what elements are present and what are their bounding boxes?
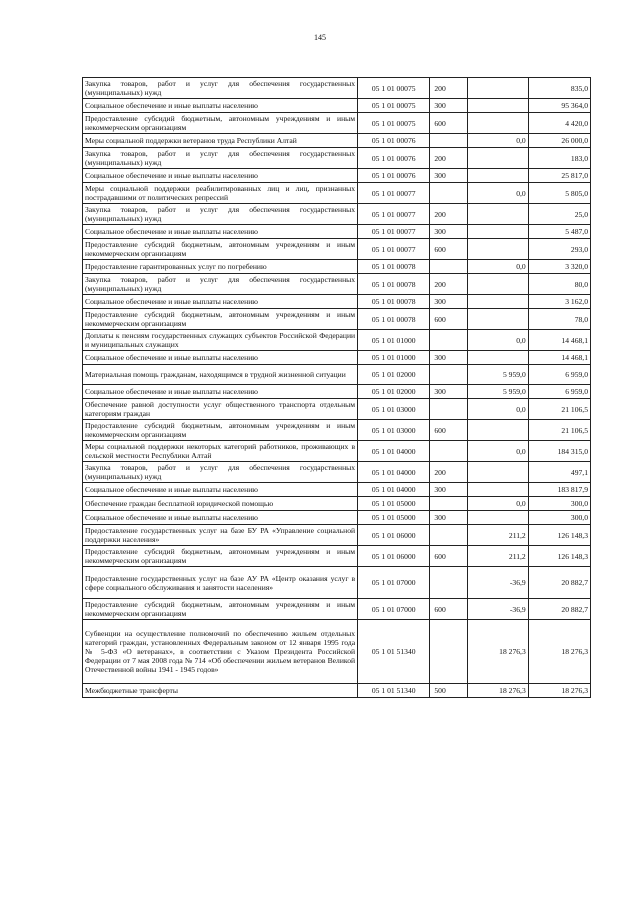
table-row (83, 420, 591, 441)
row-name-cell: Субвенции на осуществление полномочий по обеспечению жильем отдельных категорий граждан, установленных Федеральным законом от 12 января 1995 года № 5-ФЗ «О ветеранах», в соответствии с Указом Президента Российской Федерации от 7 мая 2008 года № 714 «Об обеспечении жильем ветеранов Великой Отечественной войны 1941 - 1945 годов» (83, 620, 358, 684)
row-amount-change-cell: -36,9 (467, 567, 528, 599)
table-row (83, 525, 591, 546)
row-kind-cell: 300 (430, 511, 467, 525)
row-kind-cell: 200 (430, 204, 467, 225)
row-code-cell: 05 1 01 04000 (358, 462, 430, 483)
row-code-cell: 05 1 01 00078 (358, 274, 430, 295)
row-code-cell: 05 1 01 05000 (358, 511, 430, 525)
table-row (83, 351, 591, 365)
row-kind-cell (430, 567, 467, 599)
row-kind-cell: 200 (430, 462, 467, 483)
row-code-cell: 05 1 01 00077 (358, 183, 430, 204)
budget-table (82, 77, 591, 698)
row-code-cell: 05 1 01 00077 (358, 204, 430, 225)
row-amount-change-cell: 0,0 (467, 441, 528, 462)
row-code-cell: 05 1 01 00076 (358, 148, 430, 169)
table-row (83, 546, 591, 567)
row-code-cell: 05 1 01 07000 (358, 567, 430, 599)
row-kind-cell (430, 497, 467, 511)
row-code-cell: 05 1 01 06000 (358, 546, 430, 567)
table-row (83, 385, 591, 399)
table-row (83, 204, 591, 225)
table-row (83, 134, 591, 148)
table-row (83, 99, 591, 113)
row-code-cell: 05 1 01 00077 (358, 239, 430, 260)
row-code-cell: 05 1 01 04000 (358, 483, 430, 497)
row-amount-change-cell (467, 295, 528, 309)
row-code-cell: 05 1 01 06000 (358, 525, 430, 546)
row-kind-cell: 600 (430, 113, 467, 134)
row-kind-cell (430, 525, 467, 546)
row-kind-cell: 300 (430, 169, 467, 183)
row-amount-total-cell: 14 468,1 (528, 330, 590, 351)
row-amount-total-cell: 3 320,0 (528, 260, 590, 274)
row-kind-cell (430, 399, 467, 420)
row-name-cell: Доплаты к пенсиям государственных служащих субъектов Российской Федерации и муниципальных служащих (83, 330, 358, 351)
row-amount-change-cell (467, 225, 528, 239)
row-kind-cell: 600 (430, 420, 467, 441)
row-amount-total-cell: 95 364,0 (528, 99, 590, 113)
row-name-cell: Закупка товаров, работ и услуг для обеспечения государственных (муниципальных) нужд (83, 204, 358, 225)
row-name-cell: Предоставление государственных услуг на базе АУ РА «Центр оказания услуг в сфере социального обслуживания и занятости населения» (83, 567, 358, 599)
row-code-cell: 05 1 01 00078 (358, 295, 430, 309)
row-code-cell: 05 1 01 00076 (358, 169, 430, 183)
row-code-cell: 05 1 01 00075 (358, 99, 430, 113)
row-amount-total-cell: 300,0 (528, 511, 590, 525)
row-code-cell: 05 1 01 00078 (358, 309, 430, 330)
row-amount-total-cell: 18 276,3 (528, 684, 590, 698)
row-amount-change-cell: 0,0 (467, 497, 528, 511)
row-amount-total-cell: 183 817,9 (528, 483, 590, 497)
row-name-cell: Предоставление субсидий бюджетным, автономным учреждениям и иным некоммерческим организациям (83, 309, 358, 330)
row-code-cell: 05 1 01 00076 (358, 134, 430, 148)
row-kind-cell: 600 (430, 239, 467, 260)
row-amount-change-cell: 0,0 (467, 330, 528, 351)
row-amount-total-cell: 184 315,0 (528, 441, 590, 462)
row-name-cell: Меры социальной поддержки некоторых категорий работников, проживающих в сельской местности Республики Алтай (83, 441, 358, 462)
row-code-cell: 05 1 01 00078 (358, 260, 430, 274)
row-amount-total-cell: 293,0 (528, 239, 590, 260)
row-amount-change-cell: 5 959,0 (467, 385, 528, 399)
row-kind-cell: 600 (430, 546, 467, 567)
row-kind-cell (430, 260, 467, 274)
table-row (83, 239, 591, 260)
row-amount-total-cell: 126 148,3 (528, 546, 590, 567)
row-amount-change-cell (467, 113, 528, 134)
row-name-cell: Социальное обеспечение и иные выплаты населению (83, 169, 358, 183)
row-amount-total-cell: 183,0 (528, 148, 590, 169)
row-code-cell: 05 1 01 03000 (358, 399, 430, 420)
budget-table-body (83, 78, 591, 698)
table-row (83, 148, 591, 169)
row-amount-total-cell: 80,0 (528, 274, 590, 295)
row-amount-change-cell (467, 99, 528, 113)
row-kind-cell (430, 330, 467, 351)
row-code-cell: 05 1 01 51340 (358, 684, 430, 698)
row-amount-change-cell: 18 276,3 (467, 620, 528, 684)
row-kind-cell: 300 (430, 385, 467, 399)
row-amount-total-cell: 5 805,0 (528, 183, 590, 204)
row-amount-total-cell: 21 106,5 (528, 399, 590, 420)
row-name-cell: Меры социальной поддержки реабилитированных лиц и лиц, признанных пострадавшими от политических репрессий (83, 183, 358, 204)
row-kind-cell: 300 (430, 225, 467, 239)
table-row (83, 483, 591, 497)
row-kind-cell: 200 (430, 274, 467, 295)
row-amount-change-cell (467, 309, 528, 330)
row-name-cell: Социальное обеспечение и иные выплаты населению (83, 99, 358, 113)
row-amount-change-cell (467, 483, 528, 497)
row-amount-total-cell: 26 000,0 (528, 134, 590, 148)
table-row (83, 441, 591, 462)
row-kind-cell: 500 (430, 684, 467, 698)
table-row (83, 511, 591, 525)
row-amount-total-cell: 3 162,0 (528, 295, 590, 309)
row-name-cell: Предоставление субсидий бюджетным, автономным учреждениям и иным некоммерческим организациям (83, 420, 358, 441)
row-amount-total-cell: 78,0 (528, 309, 590, 330)
row-code-cell: 05 1 01 05000 (358, 497, 430, 511)
row-amount-total-cell: 497,1 (528, 462, 590, 483)
table-row (83, 684, 591, 698)
row-code-cell: 05 1 01 00077 (358, 225, 430, 239)
row-amount-total-cell: 14 468,1 (528, 351, 590, 365)
row-amount-change-cell: -36,9 (467, 599, 528, 620)
row-amount-change-cell (467, 462, 528, 483)
row-amount-change-cell (467, 148, 528, 169)
row-amount-change-cell: 211,2 (467, 546, 528, 567)
table-row (83, 295, 591, 309)
table-row (83, 399, 591, 420)
row-name-cell: Обеспечение равной доступности услуг общественного транспорта отдельным категориям граждан (83, 399, 358, 420)
row-kind-cell: 200 (430, 78, 467, 99)
row-code-cell: 05 1 01 00075 (358, 113, 430, 134)
row-amount-total-cell: 6 959,0 (528, 385, 590, 399)
row-amount-total-cell: 20 882,7 (528, 567, 590, 599)
row-code-cell: 05 1 01 02000 (358, 385, 430, 399)
row-amount-total-cell: 21 106,5 (528, 420, 590, 441)
row-kind-cell (430, 441, 467, 462)
table-row (83, 497, 591, 511)
row-amount-total-cell: 25 817,0 (528, 169, 590, 183)
row-name-cell: Закупка товаров, работ и услуг для обеспечения государственных (муниципальных) нужд (83, 148, 358, 169)
row-name-cell: Социальное обеспечение и иные выплаты населению (83, 511, 358, 525)
table-row (83, 169, 591, 183)
row-code-cell: 05 1 01 01000 (358, 351, 430, 365)
table-row (83, 462, 591, 483)
row-amount-change-cell: 0,0 (467, 260, 528, 274)
row-kind-cell (430, 183, 467, 204)
row-name-cell: Закупка товаров, работ и услуг для обеспечения государственных (муниципальных) нужд (83, 462, 358, 483)
row-code-cell: 05 1 01 01000 (358, 330, 430, 351)
row-name-cell: Предоставление субсидий бюджетным, автономным учреждениям и иным некоммерческим организациям (83, 239, 358, 260)
table-row (83, 78, 591, 99)
row-amount-change-cell (467, 420, 528, 441)
row-name-cell: Предоставление гарантированных услуг по погребению (83, 260, 358, 274)
row-name-cell: Социальное обеспечение и иные выплаты населению (83, 385, 358, 399)
table-row (83, 274, 591, 295)
row-name-cell: Межбюджетные трансферты (83, 684, 358, 698)
row-name-cell: Социальное обеспечение и иные выплаты населению (83, 483, 358, 497)
table-row (83, 365, 591, 385)
row-amount-total-cell: 126 148,3 (528, 525, 590, 546)
table-row (83, 567, 591, 599)
row-amount-change-cell: 0,0 (467, 134, 528, 148)
row-amount-total-cell: 4 420,0 (528, 113, 590, 134)
row-amount-change-cell: 18 276,3 (467, 684, 528, 698)
row-kind-cell: 600 (430, 599, 467, 620)
row-name-cell: Социальное обеспечение и иные выплаты населению (83, 351, 358, 365)
row-code-cell: 05 1 01 51340 (358, 620, 430, 684)
row-kind-cell (430, 620, 467, 684)
table-row (83, 113, 591, 134)
row-amount-total-cell: 300,0 (528, 497, 590, 511)
row-amount-change-cell: 211,2 (467, 525, 528, 546)
row-kind-cell: 300 (430, 295, 467, 309)
row-amount-change-cell: 0,0 (467, 183, 528, 204)
row-kind-cell: 600 (430, 309, 467, 330)
row-name-cell: Предоставление субсидий бюджетным, автономным учреждениям и иным некоммерческим организациям (83, 546, 358, 567)
row-name-cell: Социальное обеспечение и иные выплаты населению (83, 225, 358, 239)
row-kind-cell (430, 134, 467, 148)
row-amount-change-cell (467, 274, 528, 295)
row-name-cell: Предоставление субсидий бюджетным, автономным учреждениям и иным некоммерческим организациям (83, 113, 358, 134)
row-amount-total-cell: 6 959,0 (528, 365, 590, 385)
row-amount-total-cell: 20 882,7 (528, 599, 590, 620)
row-amount-total-cell: 835,0 (528, 78, 590, 99)
row-amount-change-cell (467, 351, 528, 365)
row-kind-cell: 300 (430, 99, 467, 113)
row-name-cell: Обеспечение граждан бесплатной юридической помощью (83, 497, 358, 511)
row-amount-change-cell (467, 204, 528, 225)
page-number: 145 (314, 33, 326, 42)
row-amount-change-cell (467, 511, 528, 525)
row-amount-change-cell: 5 959,0 (467, 365, 528, 385)
row-name-cell: Меры социальной поддержки ветеранов труда Республики Алтай (83, 134, 358, 148)
table-row (83, 183, 591, 204)
table-row (83, 330, 591, 351)
row-code-cell: 05 1 01 07000 (358, 599, 430, 620)
row-name-cell: Социальное обеспечение и иные выплаты населению (83, 295, 358, 309)
table-row (83, 620, 591, 684)
row-kind-cell: 300 (430, 483, 467, 497)
table-row (83, 309, 591, 330)
row-code-cell: 05 1 01 02000 (358, 365, 430, 385)
row-amount-change-cell (467, 169, 528, 183)
row-name-cell: Закупка товаров, работ и услуг для обеспечения государственных (муниципальных) нужд (83, 78, 358, 99)
row-name-cell: Материальная помощь гражданам, находящимся в трудной жизненной ситуации (83, 365, 358, 385)
row-code-cell: 05 1 01 04000 (358, 441, 430, 462)
row-amount-total-cell: 25,0 (528, 204, 590, 225)
row-amount-change-cell (467, 78, 528, 99)
row-name-cell: Закупка товаров, работ и услуг для обеспечения государственных (муниципальных) нужд (83, 274, 358, 295)
row-code-cell: 05 1 01 00075 (358, 78, 430, 99)
row-code-cell: 05 1 01 03000 (358, 420, 430, 441)
row-name-cell: Предоставление субсидий бюджетным, автономным учреждениям и иным некоммерческим организациям (83, 599, 358, 620)
table-row (83, 260, 591, 274)
row-kind-cell (430, 365, 467, 385)
row-amount-total-cell: 5 487,0 (528, 225, 590, 239)
table-row (83, 225, 591, 239)
row-kind-cell: 300 (430, 351, 467, 365)
table-row (83, 599, 591, 620)
row-amount-change-cell (467, 239, 528, 260)
row-amount-change-cell: 0,0 (467, 399, 528, 420)
row-amount-total-cell: 18 276,3 (528, 620, 590, 684)
row-name-cell: Предоставление государственных услуг на базе БУ РА «Управление социальной поддержки населения» (83, 525, 358, 546)
row-kind-cell: 200 (430, 148, 467, 169)
